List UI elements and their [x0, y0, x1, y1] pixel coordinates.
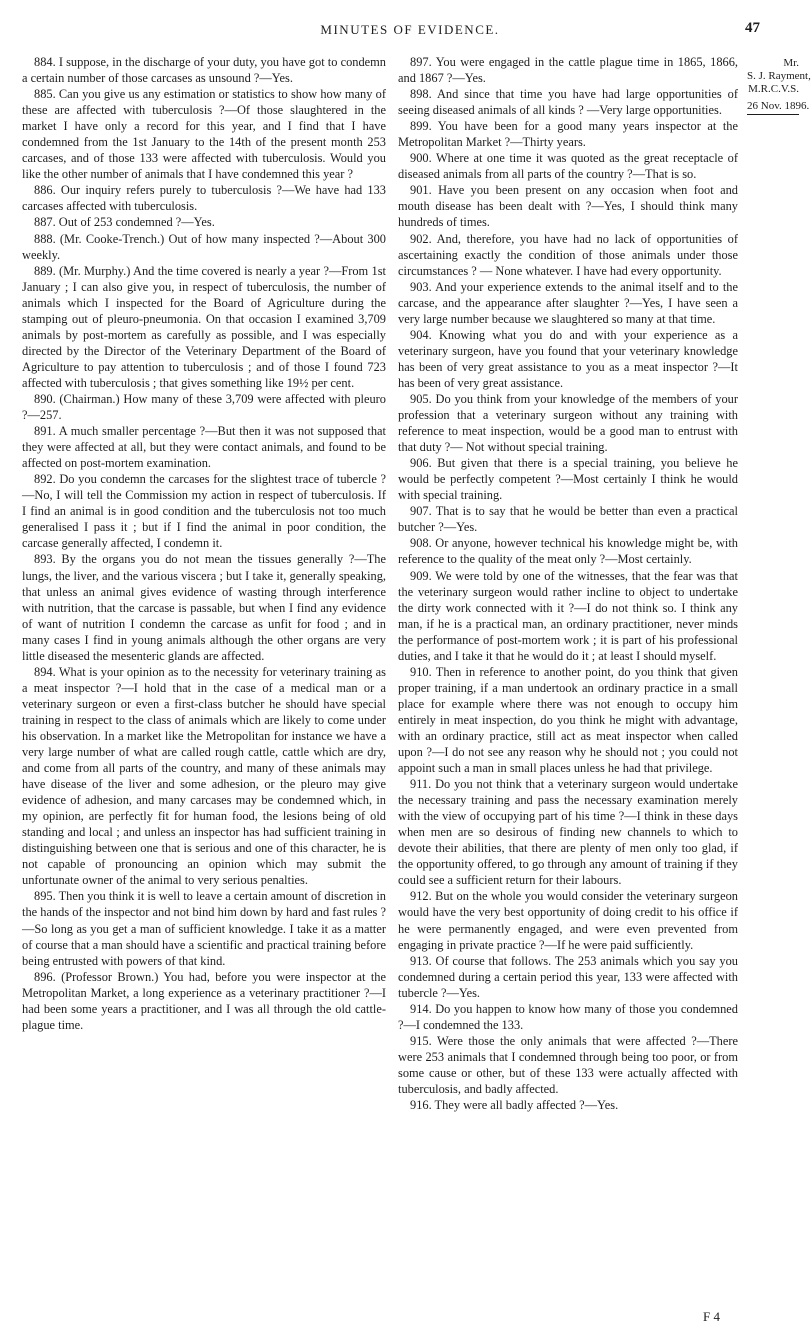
- paragraph-911: 911. Do you not think that a veterinary surgeon would undertake the necessary training and pass the necessary examination merely with the view of occupying part of his time ?—I think in these days when men are so desirous of finding new channels to which to devote their abilities, that there are plenty of men only too glad, if the opportunity offered, to go through any amount of training if they could see a sufficient return for their labours.: [398, 777, 738, 888]
- paragraph-894: 894. What is your opinion as to the necessity for veterinary training as a meat inspector ?—I hold that in the case of a medical man or a veterinary surgeon or even a first-class butcher he should have special training in respect to the class of animals which are likely to come under his observation. In a market like the Metropolitan for instance we have a very large number of what are called rough cattle, cattle which are dry, and come from all parts of the country, and many of these animals may have disease of the liver and some adhesion, or the pleuro may give evidence of adhesion, and many carcases may be condemned which, in my opinion, are perfectly fit for human food, the lesions being of old standing and local ; and unless an inspector has had sufficient training in distinguishing between one that is serious and one of this character, he is not capable of pronouncing an opinion which may submit the unfortunate owner of the animal to very serious penalties.: [22, 664, 386, 888]
- paragraph-910: 910. Then in reference to another point, do you think that given proper training, if a man undertook an ordinary practice in a small place for example where there was not enough to occupy him entirely in meat inspection, do you think he might with advantage, with an ordinary practice, still act as meat inspector when called upon ?—I do not see any reason why he should not ; you could not appoint such a man in small places unless he had that privilege.: [398, 664, 738, 776]
- witness-title: Mr.: [783, 57, 799, 69]
- paragraph-896: 896. (Professor Brown.) You had, before you were inspector at the Metropolitan Market, a long experience as a veterinary practitioner ?—I had been some years a practitioner, and I was all through the old cattle-plague time.: [22, 969, 386, 1032]
- paragraph-899: 899. You have been for a good many years inspector at the Metropolitan Market ?—Thirty years.: [398, 119, 738, 150]
- paragraph-903: 903. And your experience extends to the animal itself and to the carcase, and the appearance after slaughter ?—Yes, I have seen a very large number because we slaughtered so many at that time.: [398, 279, 738, 326]
- paragraph-906: 906. But given that there is a special training, you believe he would be perfectly competent ?—Most certainly I think he would with special training.: [398, 456, 738, 503]
- paragraph-908: 908. Or anyone, however technical his knowledge might be, with reference to the quality of the meat only ?—Most certainly.: [398, 536, 738, 567]
- page-header: [60, 20, 760, 42]
- paragraph-900: 900. Where at one time it was quoted as the great receptacle of diseased animals from all parts of the country ?—That is so.: [398, 151, 738, 182]
- paragraph-902: 902. And, therefore, you have had no lack of opportunities of ascertaining exactly the condition of those animals under those circumstances ? — None whatever. I have had every opportunity.: [398, 231, 738, 278]
- paragraph-898: 898. And since that time you have had large opportunities of seeing diseased animals of all kinds ? —Very large opportunities.: [398, 87, 738, 118]
- paragraph-915: 915. Were those the only animals that were affected ?—There were 253 animals that I condemned through being too poor, or from some cause or other, but of these 133 were actually affected with tuberculosis, and badly affected.: [398, 1033, 738, 1096]
- right-column: [398, 54, 738, 1113]
- paragraph-890: 890. (Chairman.) How many of these 3,709 were affected with pleuro ?—257.: [22, 391, 386, 423]
- paragraph-907: 907. That is to say that he would be better than even a practical butcher ?—Yes.: [398, 504, 738, 535]
- paragraph-905: 905. Do you think from your knowledge of the members of your profession that a veterinary surgeon without any training with reference to meat inspection, would be a good man to entrust with that duty ?— Not without special training.: [398, 391, 738, 455]
- paragraph-889: 889. (Mr. Murphy.) And the time covered is nearly a year ?—From 1st January ; I can also give you, in respect of tuberculosis, the number of animals which I inspected for the Board of Agriculture during the stamping out of pleuro-pneumonia. On that occasion I examined 3,709 animals by post-mortem as carefully as possible, and I was especially directed by the Director of the Veterinary Department of the Board of Agriculture to pay attention to tuberculosis ; and of those I found 723 affected with tuberculosis ; that gives something like 19½ per cent.: [22, 263, 386, 390]
- left-column: [22, 54, 386, 1033]
- witness-margin-note: [747, 57, 811, 115]
- paragraph-912: 912. But on the whole you would consider the veterinary surgeon would have the very best opportunity of doing credit to his office if he were permanently engaged, and were even prevented from engaging in private practice ?—If he were paid sufficiently.: [398, 889, 738, 952]
- paragraph-888: 888. (Mr. Cooke-Trench.) Out of how many inspected ?—About 300 weekly.: [22, 231, 386, 262]
- witness-name: S. J. Rayment,: [747, 70, 811, 83]
- running-head: MINUTES OF EVIDENCE.: [320, 22, 500, 37]
- paragraph-913: 913. Of course that follows. The 253 animals which you say you condemned during a certain period this year, 133 were affected with tubercle ?—Yes.: [398, 953, 738, 1000]
- paragraph-887: 887. Out of 253 condemned ?—Yes.: [34, 215, 215, 230]
- paragraph-901: 901. Have you been present on any occasion when foot and mouth disease has been dealt with ?—Yes, I should think many hundreds of times.: [398, 183, 738, 230]
- paragraph-897: 897. You were engaged in the cattle plague time in 1865, 1866, and 1867 ?—Yes.: [398, 55, 738, 86]
- paragraph-886: 886. Our inquiry refers purely to tuberculosis ?—We have had 133 carcases affected with tuberculosis.: [22, 183, 386, 214]
- paragraph-904: 904. Knowing what you do and with your experience as a veterinary surgeon, have you found that your veterinary knowledge has been of very great assistance to you as a meat inspector ?—It has been of very great assistance.: [398, 327, 738, 390]
- paragraph-895: 895. Then you think it is well to leave a certain amount of discretion in the hands of the inspector and not bind him down by hard and fast rules ?—So long as you get a man of sufficient knowledge. I take it as a matter of course that a man should have a scientific and practical training before being entrusted with powers of that kind.: [22, 889, 386, 968]
- witness-qualification: M.R.C.V.S.: [748, 83, 799, 96]
- paragraph-893: 893. By the organs you do not mean the tissues generally ?—The lungs, the liver, and the various viscera ; but I take it, generally speaking, that unless an animal gives evidence of wasting through interference with nutrition, that the carcase is passable, but when I find any evidence of want of nutrition I condemn the carcase as unfit for food ; and in many cases I find in young animals although the other organs are very little diseased the mesenteric glands are affected.: [22, 552, 386, 663]
- paragraph-884: 884. I suppose, in the discharge of your duty, you have got to condemn a certain number of those carcases as unsound ?—Yes.: [22, 55, 386, 86]
- page-number: 47: [745, 20, 760, 36]
- witness-date: 26 Nov. 1896.: [747, 100, 799, 115]
- paragraph-914: 914. Do you happen to know how many of those you condemned ?—I condemned the 133.: [398, 1001, 738, 1032]
- paragraph-916: 916. They were all badly affected ?—Yes.: [410, 1098, 619, 1113]
- paragraph-909: 909. We were told by one of the witnesses, that the fear was that the veterinary surgeon would rather incline to object to undertake the dirty work connected with it ?—I do not think so. I think any man, if he is a practical man, an ordinary practitioner, never minds the performance of post-mortem work ; it is part of his professional duties, and I take it that he would do it ; at least I should myself.: [398, 568, 738, 663]
- printer-signature: F 4: [703, 1309, 720, 1324]
- paragraph-885: 885. Can you give us any estimation or statistics to show how many of these are affected with tuberculosis ?—Of those slaughtered in the market I have only a record for this year, and I find that I have condemned from the 1st January to the 14th of the present month 253 carcases, and of those 133 were affected with tuberculosis. Would you like the other number of animals that I have condemned this year ?: [22, 87, 386, 182]
- paragraph-892: 892. Do you condemn the carcases for the slightest trace of tubercle ?—No, I will tell the Commission my action in respect of tuberculosis. If I find an animal is in good condition and the tuberculosis not too much generalised I pass it ; but if I find the animal in poor condition, the carcase generally affected, I condemn it.: [22, 472, 386, 551]
- paragraph-891: 891. A much smaller percentage ?—But then it was not supposed that they were affected at all, but they were contact animals, and found to be affected on post-mortem examination.: [22, 424, 386, 471]
